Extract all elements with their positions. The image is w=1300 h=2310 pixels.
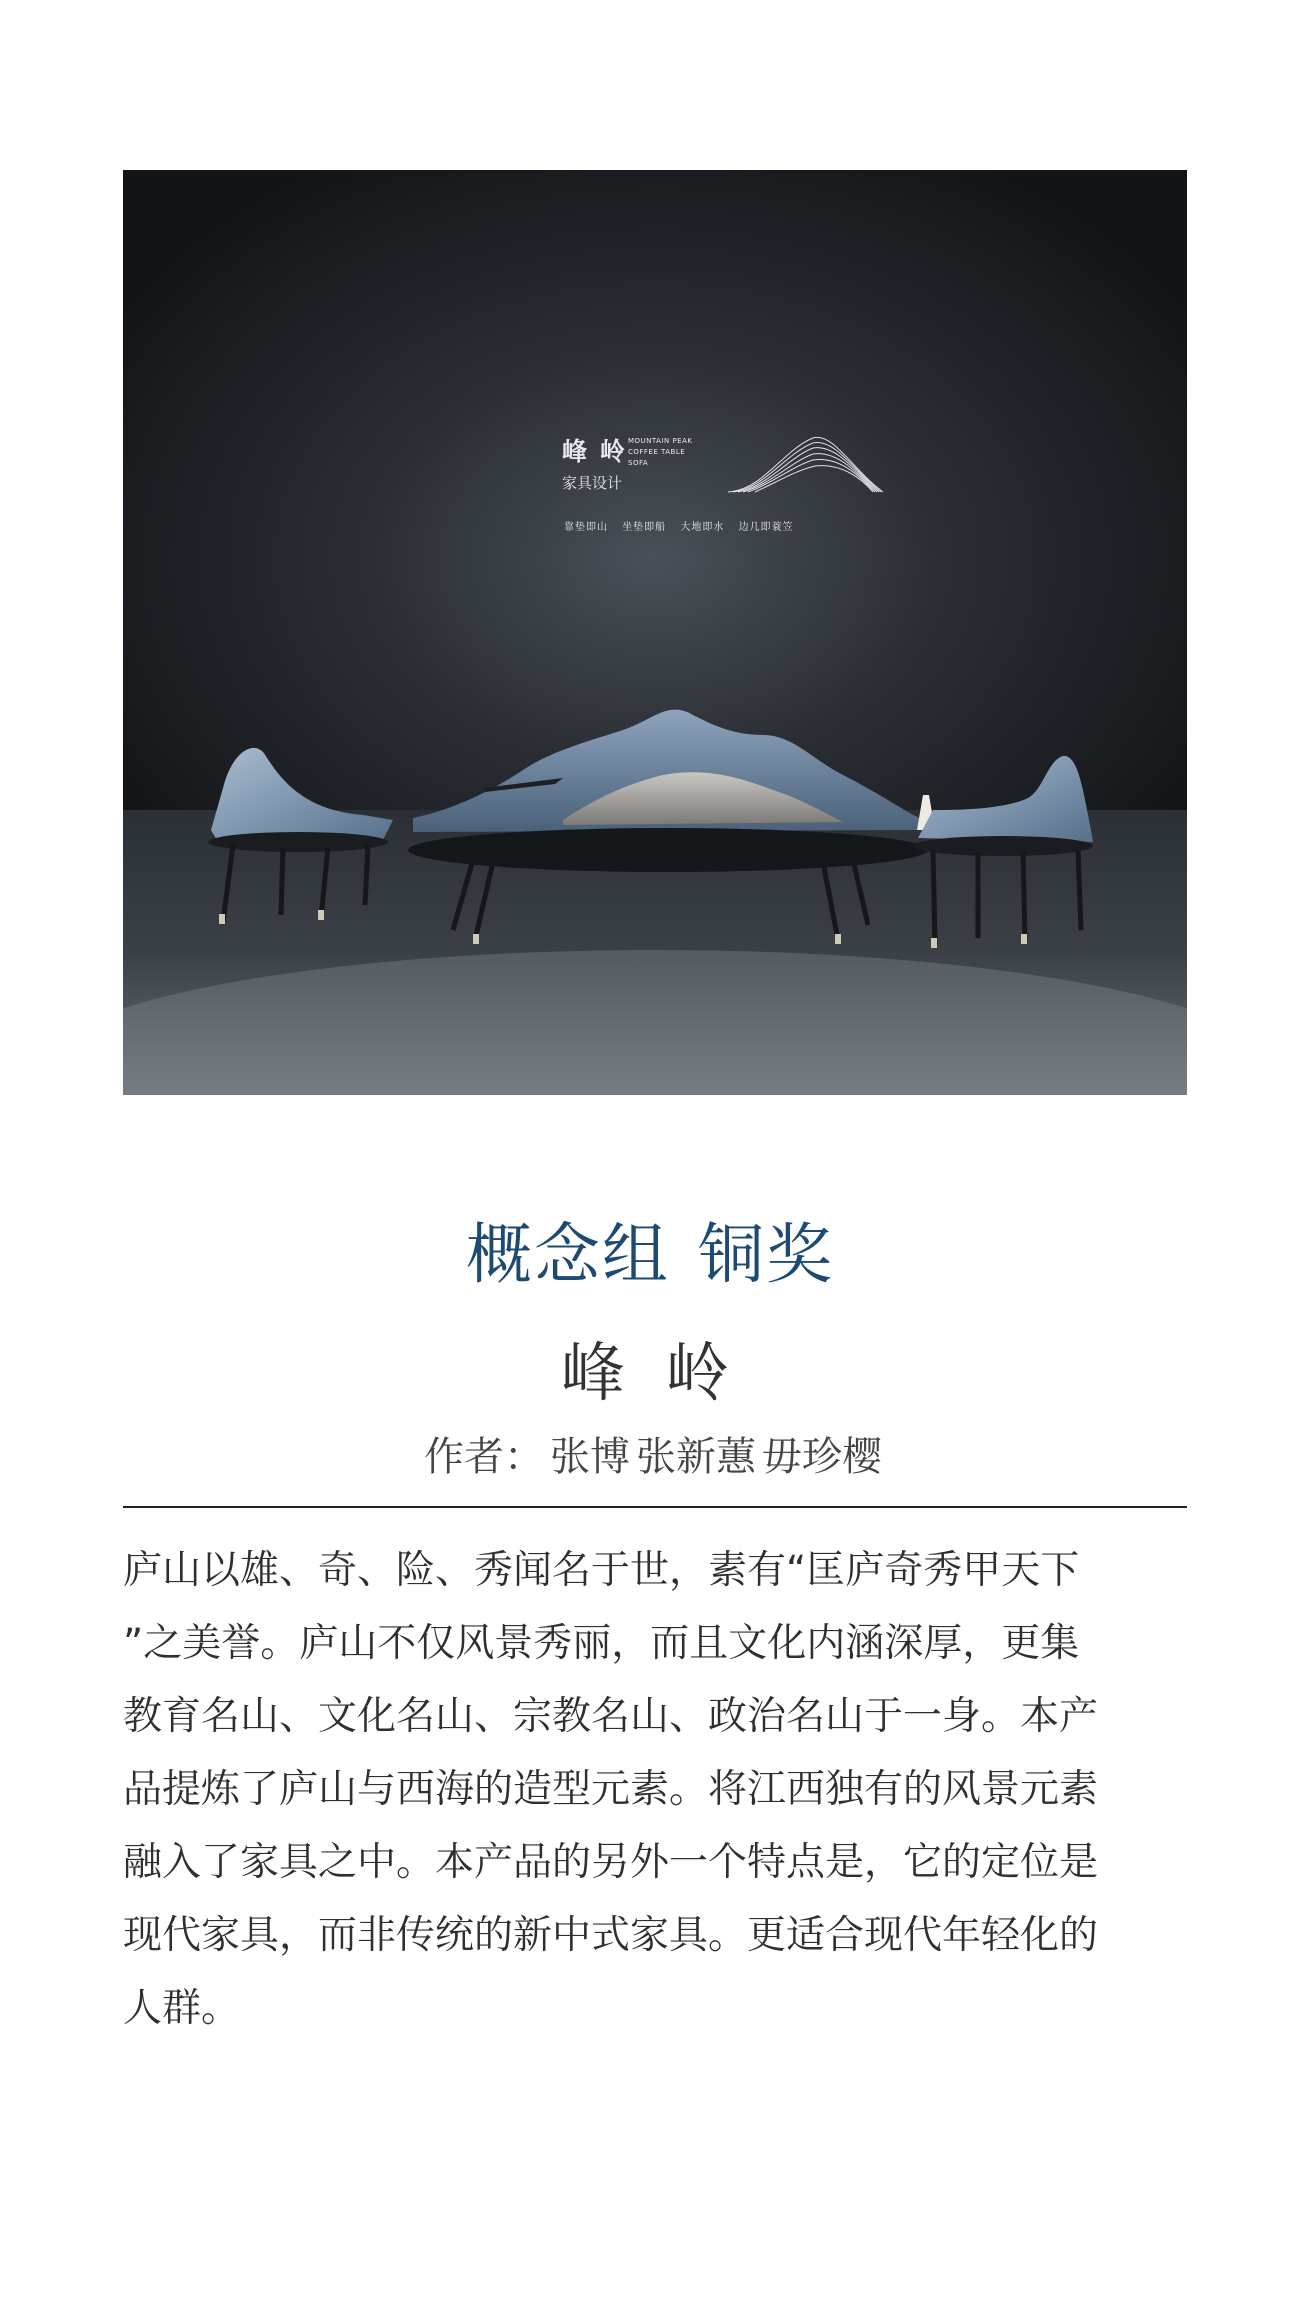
author-name: 张新蕙 (636, 1434, 756, 1480)
slogan-item: 大地即水 (680, 522, 725, 533)
brand-english-line: SOFA (628, 459, 649, 467)
furniture-render-illustration (123, 170, 1187, 1095)
brand-title: 峰 岭 (562, 437, 627, 466)
slogan-item: 边几即蓑笠 (738, 522, 794, 533)
brand-english (628, 436, 692, 469)
brand-english-line: COFFEE TABLE (628, 448, 686, 456)
slogan-item: 靠垫即山 (564, 522, 608, 533)
hero-image (123, 170, 1187, 1095)
description-line: 教育名山、文化名山、宗教名山、政治名山于一身。本产 (123, 1694, 1099, 1739)
description-line: ”之美誉。庐山不仅风景秀丽，而且文化内涵深厚，更集 (123, 1621, 1080, 1666)
description-line: 品提炼了庐山与西海的造型元素。将江西独有的风景元素 (123, 1767, 1099, 1812)
brand-english-line: MOUNTAIN PEAK (628, 437, 693, 445)
mountain-logo-lines (728, 437, 883, 492)
authors-line (0, 1432, 1300, 1482)
slogan-item: 坐垫即船 (622, 522, 667, 533)
work-title: 峰 岭 (560, 1337, 740, 1411)
divider (123, 1506, 1187, 1508)
description-line: 庐山以雄、奇、险、秀闻名于世，素有“匡庐奇秀甲天下 (123, 1548, 1080, 1593)
brand-slogan (564, 518, 804, 533)
authors-label: 作者： (424, 1434, 544, 1480)
description-line: 现代家具，而非传统的新中式家具。更适合现代年轻化的 (123, 1913, 1099, 1958)
award-group: 概念组 (466, 1216, 670, 1293)
author-name: 张博 (550, 1434, 630, 1480)
award-prize: 铜奖 (698, 1216, 834, 1293)
description-line: 人群。 (123, 1986, 241, 2031)
description-paragraph (123, 1534, 1187, 2045)
description-line: 融入了家具之中。本产品的另外一个特点是，它的定位是 (123, 1840, 1099, 1885)
author-name: 毋珍樱 (762, 1434, 882, 1480)
brand-subtitle: 家具设计 (562, 474, 623, 492)
award-heading (0, 1215, 1300, 1295)
